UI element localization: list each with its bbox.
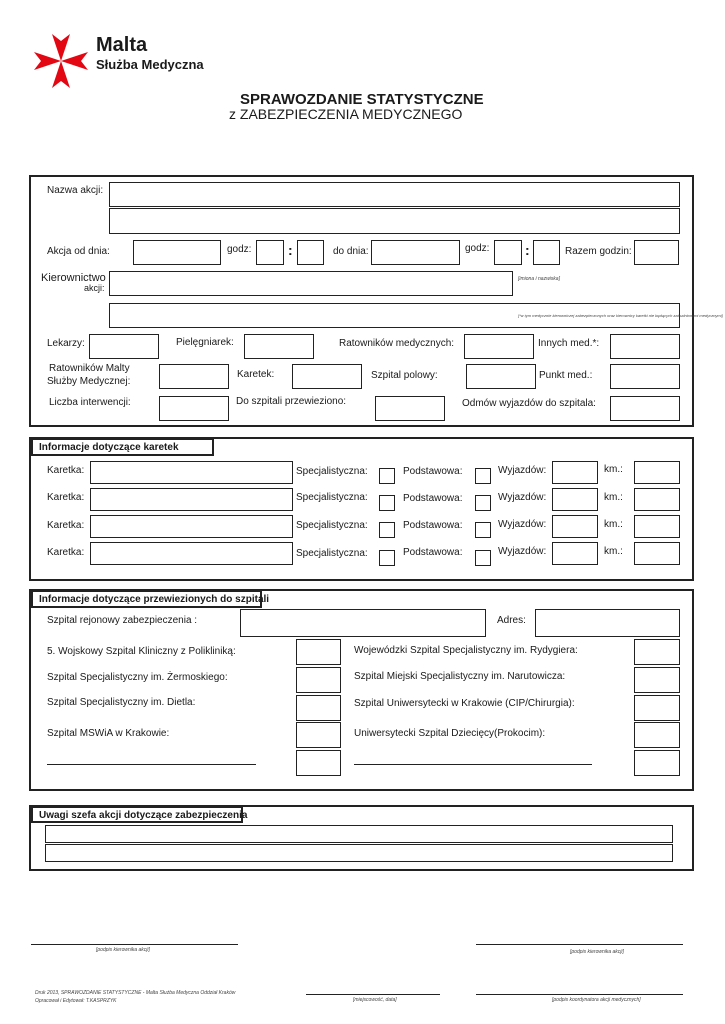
do-dnia-date-input[interactable] (371, 240, 460, 265)
wyjazdow-label: Wyjazdów: (498, 465, 547, 476)
nazwa-akcji-label: Nazwa akcji: (47, 185, 104, 196)
karetka-input[interactable] (90, 542, 293, 565)
karetek-input[interactable] (292, 364, 362, 389)
adres-label: Adres: (497, 615, 526, 626)
start-hour-input[interactable] (256, 240, 284, 265)
podstawowa-label: Podstawowa: (403, 520, 463, 531)
podpis-left-line[interactable] (31, 944, 238, 945)
podstawowa-label: Podstawowa: (403, 547, 463, 558)
szpitale-header: Informacje dotyczące przewiezionych do szpitali (31, 590, 262, 608)
hospital-right-input[interactable] (634, 695, 680, 721)
hospital-right-input[interactable] (634, 639, 680, 665)
end-hour-input[interactable] (494, 240, 522, 265)
podstawowa-label: Podstawowa: (403, 466, 463, 477)
punkt-med-input[interactable] (610, 364, 680, 389)
hospital-right-label: Szpital Uniwersytecki w Krakowie (CIP/Chirurgia): (354, 698, 575, 709)
hospital-left-input[interactable] (296, 667, 341, 693)
koordynator-caption: [podpis koordynatora akcji medycznych] (552, 997, 641, 1003)
hospital-left-input[interactable] (296, 695, 341, 721)
szpital-polowy-input[interactable] (466, 364, 536, 389)
lekarzy-input[interactable] (89, 334, 159, 359)
karetka-input[interactable] (90, 461, 293, 484)
ratownikow-med-label: Ratowników medycznych: (339, 338, 455, 349)
hospital-right-label: Szpital Miejski Specjalistyczny im. Narutowicza: (354, 671, 566, 682)
karetek-label: Karetek: (237, 369, 275, 380)
specjalistyczna-label: Specjalistyczna: (296, 466, 368, 477)
time-colon-1: : (288, 242, 293, 258)
karetki-header: Informacje dotyczące karetek (31, 438, 214, 456)
karetka-input[interactable] (90, 488, 293, 511)
rejonowy-input[interactable] (240, 609, 486, 637)
hospital-left-label: 5. Wojskowy Szpital Kliniczny z Polikliniką: (47, 646, 236, 657)
druk-info: Druk 2013, SPRAWOZDANIE STATYSTYCZNE - Malta Służba Medyczna Oddział Kraków (35, 990, 236, 996)
km-input[interactable] (634, 488, 680, 511)
wyjazdow-input[interactable] (552, 542, 598, 565)
uwagi-header: Uwagi szefa akcji dotyczące zabezpieczenia (31, 806, 243, 823)
hospital-right-label: Wojewódzki Szpital Specjalistyczny im. Rydygiera: (354, 645, 578, 656)
do-dnia-label: do dnia: (333, 246, 369, 257)
innych-med-label: Innych med.*: (538, 338, 600, 349)
akcja-od-label: Akcja od dnia: (47, 246, 110, 257)
punkt-med-label: Punkt med.: (539, 370, 593, 381)
do-szpitali-label: Do szpitali przewieziono: (236, 396, 347, 407)
lekarzy-label: Lekarzy: (47, 338, 85, 349)
brand-sub: Służba Medyczna (96, 57, 204, 72)
time-colon-2: : (525, 242, 530, 258)
hospital-right-label: Uniwersytecki Szpital Dziecięcy(Prokocim): (354, 728, 546, 739)
odmow-input[interactable] (610, 396, 680, 421)
druk-author: Opracował i Edytował: T.KASPRZYK (35, 998, 117, 1004)
podpis-left-caption: [podpis kierownika akcji] (96, 947, 150, 953)
specjalistyczna-label: Specjalistyczna: (296, 492, 368, 503)
liczba-interwencji-label: Liczba interwencji: (49, 397, 131, 408)
km-label: km.: (604, 492, 623, 503)
nazwa-akcji-input-1[interactable] (109, 182, 680, 207)
specjalistyczna-label: Specjalistyczna: (296, 520, 368, 531)
odmow-label: Odmów wyjazdów do szpitala: (462, 398, 596, 409)
karetka-input[interactable] (90, 515, 293, 538)
pielegniarek-label: Pielęgniarek: (176, 337, 234, 348)
km-label: km.: (604, 519, 623, 530)
end-minute-input[interactable] (533, 240, 560, 265)
rejonowy-label: Szpital rejonowy zabezpieczenia : (47, 615, 198, 626)
do-szpitali-input[interactable] (375, 396, 445, 421)
hospital-right-input[interactable] (634, 667, 680, 693)
logo (32, 32, 232, 92)
razem-godzin-input[interactable] (634, 240, 679, 265)
karetka-label: Karetka: (47, 520, 85, 531)
karetka-label: Karetka: (47, 547, 85, 558)
akcji-label: akcji: (84, 283, 105, 293)
kierownictwo-label: Kierownictwo (41, 272, 106, 284)
miejscowosc-caption: [miejscowość, data] (353, 997, 397, 1003)
ratownikow-med-input[interactable] (464, 334, 534, 359)
hospital-left-label: Szpital Specjalistyczny im. Żermoskiego: (47, 672, 228, 683)
liczba-interwencji-input[interactable] (159, 396, 229, 421)
km-input[interactable] (634, 461, 680, 484)
szpital-polowy-label: Szpital polowy: (371, 370, 438, 381)
ratownikow-malty-label-2: Służby Medycznej: (47, 376, 131, 387)
hospital-left-input[interactable] (296, 722, 341, 748)
hospital-left-label: Szpital Specjalistyczny im. Dietla: (47, 697, 196, 708)
specjalistyczna-label: Specjalistyczna: (296, 548, 368, 559)
specjalistyczna-checkbox[interactable] (379, 495, 395, 511)
other-hospital-left-line[interactable] (47, 764, 256, 765)
podstawowa-checkbox[interactable] (475, 495, 491, 511)
start-minute-input[interactable] (297, 240, 324, 265)
specjalistyczna-checkbox[interactable] (379, 522, 395, 538)
godz-label-2: godz: (465, 243, 490, 254)
podstawowa-label: Podstawowa: (403, 493, 463, 504)
wyjazdow-label: Wyjazdów: (498, 492, 547, 503)
hospital-left-input[interactable] (296, 750, 341, 776)
brand-name: Malta (96, 34, 148, 56)
ratownikow-malty-input[interactable] (159, 364, 229, 389)
hospital-right-input[interactable] (634, 750, 680, 776)
uwagi-input-1[interactable] (45, 825, 673, 843)
wyjazdow-input[interactable] (552, 461, 598, 484)
km-label: km.: (604, 546, 623, 557)
wyjazdow-input[interactable] (552, 515, 598, 538)
adres-input[interactable] (535, 609, 680, 637)
kierownictwo-input[interactable] (109, 271, 513, 296)
other-hospital-right-line[interactable] (354, 764, 592, 765)
note-small: [*w tym medycznie kierowniczej zabezpieczonych oraz kierownicy karetki nie będących zatrudnionymi medycznymi] (518, 313, 723, 318)
miejscowosc-line[interactable] (306, 994, 440, 995)
imie-nazwisko-hint: [imiona i nazwiska] (518, 276, 560, 282)
hospital-left-input[interactable] (296, 639, 341, 665)
page-title: SPRAWOZDANIE STATYSTYCZNE (240, 91, 484, 108)
razem-godzin-label: Razem godzin: (565, 246, 632, 257)
koordynator-line[interactable] (476, 994, 683, 995)
wyjazdow-label: Wyjazdów: (498, 546, 547, 557)
page-subtitle: z ZABEZPIECZENIA MEDYCZNEGO (229, 106, 463, 122)
specjalistyczna-checkbox[interactable] (379, 468, 395, 484)
wyjazdow-label: Wyjazdów: (498, 519, 547, 530)
podstawowa-checkbox[interactable] (475, 522, 491, 538)
podpis-right-line[interactable] (476, 944, 683, 945)
hospital-left-label: Szpital MSWiA w Krakowie: (47, 728, 170, 739)
maltese-cross-icon (32, 32, 90, 90)
karetka-label: Karetka: (47, 492, 85, 503)
ratownikow-malty-label-1: Ratowników Malty (49, 363, 130, 374)
akcja-od-date-input[interactable] (133, 240, 221, 265)
podstawowa-checkbox[interactable] (475, 550, 491, 566)
innych-med-input[interactable] (610, 334, 680, 359)
podstawowa-checkbox[interactable] (475, 468, 491, 484)
km-input[interactable] (634, 542, 680, 565)
podpis-right-caption: [podpis kierownika akcji] (570, 949, 624, 955)
godz-label-1: godz: (227, 244, 252, 255)
uwagi-input-2[interactable] (45, 844, 673, 862)
specjalistyczna-checkbox[interactable] (379, 550, 395, 566)
km-label: km.: (604, 464, 623, 475)
wyjazdow-input[interactable] (552, 488, 598, 511)
hospital-right-input[interactable] (634, 722, 680, 748)
pielegniarek-input[interactable] (244, 334, 314, 359)
karetka-label: Karetka: (47, 465, 85, 476)
nazwa-akcji-input-2[interactable] (109, 208, 680, 234)
km-input[interactable] (634, 515, 680, 538)
